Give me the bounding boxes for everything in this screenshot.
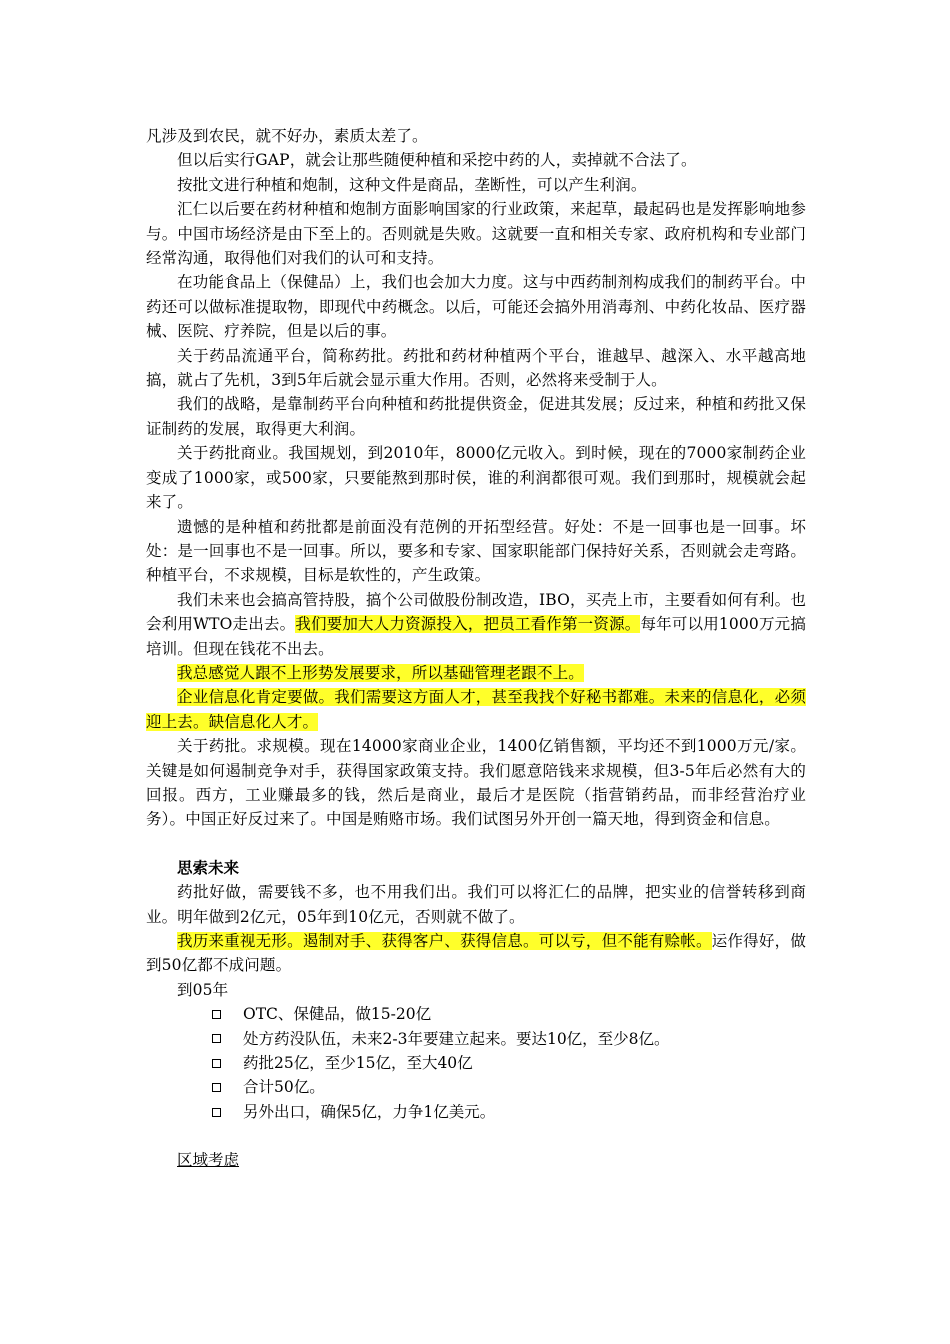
text-segment: 按批文进行种植和炮制，这种文件是商品，垄断性，可以产生利润。 [177,175,647,194]
text-segment: 遗憾的是种植和药批都是前面没有范例的开拓型经营。好处：不是一回事也是一回事。坏处：是一回事也不是一回事。所以，要多和专家、国家职能部门保持好关系，否则就会走弯路。种植平台，不求规模，目标是软性的，产生政策。 [146,517,806,585]
paragraph [146,392,806,441]
text-segment: 汇仁以后要在药材种植和炮制方面影响国家的行业政策，来起草，最起码也是发挥影响地参与。中国市场经济是由下至上的。否则就是失败。这就要一直和相关专家、政府机构和专业部门经常沟通，取得他们对我们的认可和支持。 [146,200,806,268]
text-segment: 我们未来也会搞高管持股，搞个公司做股份制改造，IBO，买壳上市，主要看如何有利。也会利用WTO走出去。 [146,590,806,634]
text-segment: 关于药品流通平台，简称药批。药批和药材种植两个平台，谁越早、越深入、水平越高地搞，就占了先机，3到5年后就会显示重大作用。否则，必然将来受制于人。 [146,346,806,390]
paragraph [146,978,806,1002]
list-item-text: 合计50亿。 [243,1078,325,1097]
text-segment: 凡涉及到农民，就不好办，素质太差了。 [146,127,428,145]
paragraph [146,661,806,685]
text-segment: 关于药批。求规模。现在14000家商业企业，1400亿销售额，平均还不到1000万元/家。关键是如何遏制竞争对手，获得国家政策支持。我们愿意陪钱来求规模，但3-5年后必然有大的回报。西方，工业赚最多的钱，然后是商业，最后才是医院（指营销药品，而非经营治疗业务）。中国正好反过来了。中国是贿赂市场。我们试图另外开创一篇天地，得到资金和信息。 [146,737,806,829]
text-segment: 运作得好，做到50亿都不成问题。 [146,932,807,975]
paragraph [146,929,806,978]
checkbox-bullet-icon [212,1010,221,1019]
highlighted-text: 我总感觉人跟不上形势发展要求，所以基础管理老跟不上。 [177,663,584,682]
list-item-text: 药批25亿，至少15亿，至大40亿 [243,1054,473,1073]
checkbox-bullet-icon [212,1083,221,1092]
paragraph [146,344,806,393]
paragraph [146,880,806,929]
text-segment: 每年可以用1000万元搞培训。但现在钱花不出去。 [146,615,807,658]
list-item-text: 处方药没队伍，未来2-3年要建立起来。要达10亿，至少8亿。 [243,1029,670,1048]
list-item [212,1100,806,1124]
paragraph [146,124,806,148]
list-item [212,1051,806,1075]
sub-heading: 区域考虑 [177,1151,240,1170]
body-text-future [146,880,806,1002]
highlighted-text: 我历来重视无形。遏制对手、获得客户、获得信息。可以亏，但不能有赊帐。 [177,932,712,950]
checkbox-bullet-icon [212,1108,221,1117]
list-item-text: 另外出口，确保5亿，力争1亿美元。 [243,1102,496,1121]
paragraph [146,685,806,734]
paragraph [146,148,806,172]
text-segment: 药批好做，需要钱不多，也不用我们出。我们可以将汇仁的品牌，把实业的信誉转移到商业。明年做到2亿元，05年到10亿元，否则就不做了。 [146,883,806,926]
section-heading: 思索未来 [177,858,240,877]
paragraph [146,515,806,588]
paragraph [146,441,806,514]
paragraph [146,173,806,197]
paragraph [146,197,806,270]
text-segment: 关于药批商业。我国规划，到2010年，8000亿元收入。到时候，现在的7000家制药企业变成了1000家，或500家，只要能熬到那时侯，谁的利润都很可观。我们到那时，规模就会起来了。 [146,444,806,512]
list-item [212,1002,806,1026]
checkbox-bullet-icon [212,1034,221,1043]
text-segment: 在功能食品上（保健品）上，我们也会加大力度。这与中西药制剂构成我们的制药平台。中药还可以做标准提取物，即现代中药概念。以后，可能还会搞外用消毒剂、中药化妆品、医疗器械、医院、疗养院，但是以后的事。 [146,273,806,341]
paragraph [146,588,806,661]
target-list [146,1002,806,1124]
highlighted-text: 企业信息化肯定要做。我们需要这方面人才，甚至我找个好秘书都难。未来的信息化，必须迎上去。缺信息化人才。 [146,688,806,731]
body-text-top [146,124,806,832]
highlighted-text: 我们要加大人力资源投入，把员工看作第一资源。 [295,615,641,634]
text-segment: 但以后实行GAP，就会让那些随便种植和采挖中药的人，卖掉就不合法了。 [177,151,697,170]
checkbox-bullet-icon [212,1059,221,1068]
paragraph [146,270,806,343]
paragraph [146,734,806,832]
list-item-text: OTC、保健品，做15-20亿 [243,1005,432,1024]
list-item [212,1075,806,1099]
text-segment: 我们的战略，是靠制药平台向种植和药批提供资金，促进其发展；反过来，种植和药批又保证制药的发展，取得更大利润。 [146,395,806,438]
list-item [212,1027,806,1051]
text-segment: 到05年 [177,980,229,999]
